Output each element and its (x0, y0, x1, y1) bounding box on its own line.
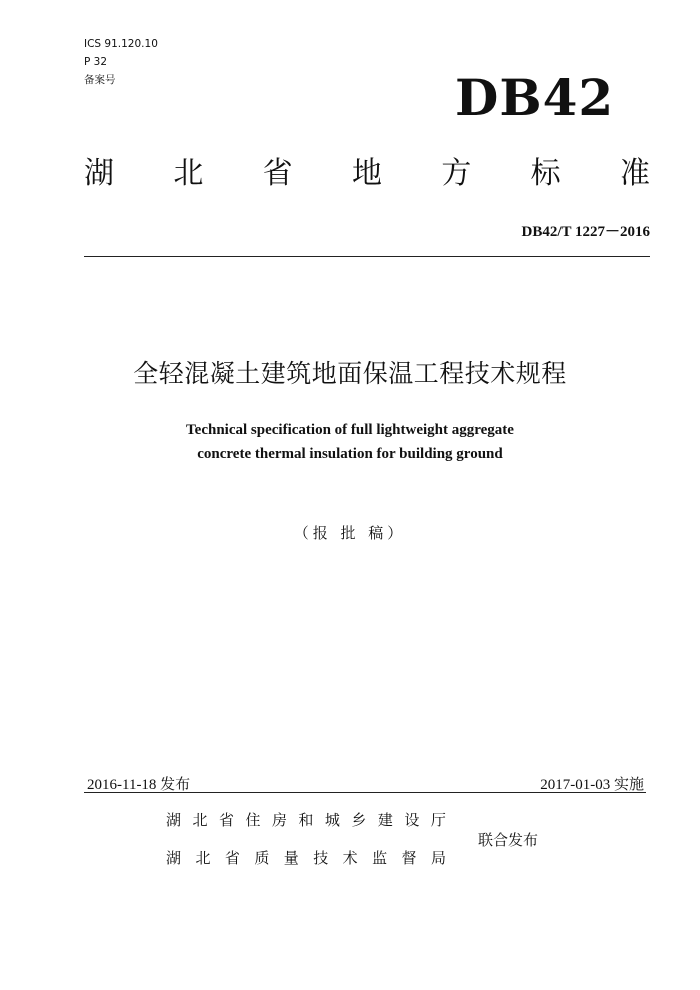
standard-type-char: 方 (441, 156, 472, 191)
implementation-date: 2017-01-03 实施 (540, 777, 644, 793)
standard-number: DB42/T 1227－2016 (521, 224, 650, 240)
issuer-char: 厅 (430, 811, 446, 829)
ics-code: ICS 91.120.10 (84, 38, 158, 50)
standard-type-char: 湖 (84, 156, 114, 191)
issuer-housing-department (166, 810, 446, 830)
issuer-char: 湖 (166, 811, 182, 829)
issuer-char: 局 (430, 849, 446, 867)
issuer-char: 监 (372, 849, 388, 867)
issuer-char: 住 (245, 811, 261, 829)
issuer-char: 湖 (166, 849, 182, 867)
issuer-char: 建 (377, 811, 393, 829)
issuer-char: 督 (401, 849, 417, 867)
draft-status: （报 批 稿） (293, 524, 407, 542)
issuer-char: 城 (324, 811, 340, 829)
footer-divider (84, 792, 646, 793)
db42-logo: DB42 (455, 68, 615, 127)
standard-type-char: 准 (619, 156, 650, 191)
issuer-char: 乡 (351, 811, 367, 829)
joint-publication-label: 联合发布 (478, 831, 539, 849)
title-english (0, 418, 700, 466)
category-code: P 32 (84, 56, 108, 68)
issuer-char: 北 (195, 849, 211, 867)
header-divider (84, 256, 650, 257)
standard-type-char: 省 (262, 156, 293, 191)
issuer-char: 设 (404, 811, 420, 829)
issuer-char: 质 (254, 849, 270, 867)
registration-label: 备案号 (84, 74, 116, 86)
issuer-char: 北 (192, 811, 208, 829)
standard-type-char: 标 (530, 156, 561, 191)
issuer-char: 技 (313, 849, 329, 867)
issuer-char: 房 (271, 811, 287, 829)
issuer-char: 省 (224, 849, 240, 867)
title-chinese: 全轻混凝土建筑地面保温工程技术规程 (133, 359, 567, 388)
issue-date: 2016-11-18 发布 (87, 777, 191, 793)
standard-type-char: 地 (351, 156, 382, 191)
issuer-char: 量 (283, 849, 299, 867)
issuer-char: 术 (342, 849, 358, 867)
issuer-quality-bureau (166, 848, 446, 868)
issuer-char: 和 (298, 811, 314, 829)
issuer-char: 省 (218, 811, 234, 829)
standard-type-heading (84, 154, 650, 194)
standard-type-char: 北 (173, 156, 204, 191)
title-english-line: concrete thermal insulation for building ground (197, 446, 503, 462)
title-english-line: Technical specification of full lightweight aggregate (186, 422, 514, 438)
